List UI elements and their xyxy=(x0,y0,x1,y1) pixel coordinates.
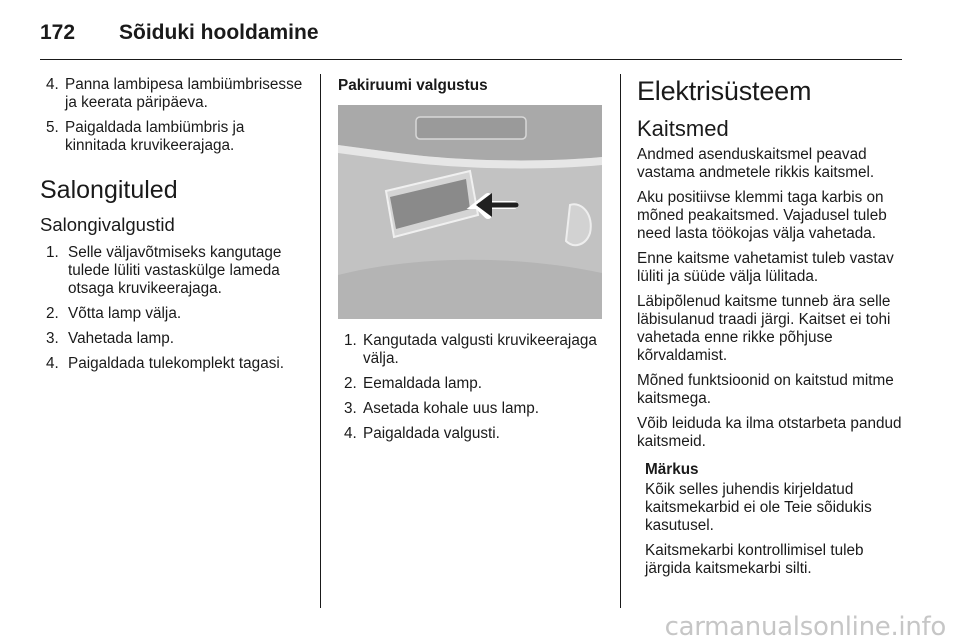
subsection-title-cabin-lights: Salongivalgustid xyxy=(40,214,175,235)
step-number: 4. xyxy=(46,355,59,372)
step-text: Asetada kohale uus lamp. xyxy=(363,400,540,417)
column-divider-2 xyxy=(620,74,621,608)
step-number: 4. xyxy=(46,76,59,93)
paragraph: Mõned funktsioonid on kaitstud mitme kaitsmega. xyxy=(637,372,894,407)
step-number: 1. xyxy=(344,332,357,349)
step-text: Vahetada lamp. xyxy=(68,330,175,347)
step-number: 1. xyxy=(46,244,59,261)
step-number: 2. xyxy=(344,375,357,392)
page-number: 172 xyxy=(40,21,76,44)
paragraph: Aku positiivse klemmi taga karbis on mõned peakaitsmed. Vajadusel tuleb need lasta töökojas välja vahetada. xyxy=(637,189,887,242)
step-text: Panna lambipesa lambiümbrisesse ja keerata päripäeva. xyxy=(65,76,303,111)
subsection-title-fuses: Kaitsmed xyxy=(637,116,729,141)
trim-latch xyxy=(416,117,526,139)
step-text: Kangutada valgusti kruvikeerajaga välja. xyxy=(363,332,597,367)
paragraph: Enne kaitsme vahetamist tuleb vastav lüliti ja süüde välja lülitada. xyxy=(637,250,894,285)
page-header xyxy=(40,18,902,48)
note-paragraph: Kõik selles juhendis kirjeldatud kaitsmekarbid ei ole Teie sõidukis kasutusel. xyxy=(645,481,872,534)
step-text: Selle väljavõtmiseks kangutage tulede lüliti vastaskülge lameda otsaga kruvikeerajaga. xyxy=(68,244,282,297)
list-item xyxy=(338,332,604,368)
note-box xyxy=(645,461,903,578)
step-text: Eemaldada lamp. xyxy=(363,375,483,392)
step-text: Paigaldada lambiümbris ja kinnitada kruvikeerajaga. xyxy=(65,119,245,154)
step-number: 4. xyxy=(344,425,357,442)
indent-block xyxy=(40,244,306,373)
chapter-title-electrical: Elektrisüsteem xyxy=(637,76,812,106)
list-item xyxy=(43,355,306,373)
page-title: Sõiduki hooldamine xyxy=(119,21,319,44)
list-item xyxy=(338,400,604,418)
list-item xyxy=(40,119,306,155)
paragraph: Andmed asenduskaitsmel peavad vastama andmetele rikkis kaitsmel. xyxy=(637,146,875,181)
column-left xyxy=(40,76,306,380)
figure-section-title: Pakiruumi valgustus xyxy=(338,77,488,94)
watermark: carmanualsonline.info xyxy=(664,612,946,642)
column-right xyxy=(637,76,903,585)
paragraph: Võib leiduda ka ilma otstarbeta pandud kaitsmeid. xyxy=(637,415,902,450)
list-item xyxy=(338,375,604,393)
list-item xyxy=(43,244,306,298)
column-middle xyxy=(338,76,604,450)
header-rule xyxy=(40,59,902,60)
step-list-trunk-light xyxy=(338,332,604,443)
paragraph: Läbipõlenud kaitsme tunneb ära selle läbisulanud traadi järgi. Kaitset ei tohi vahetada enne rikke põhjuse kõrvaldamist. xyxy=(637,293,891,364)
step-text: Paigaldada valgusti. xyxy=(363,425,500,442)
list-item xyxy=(43,330,306,348)
step-list-lamp-install xyxy=(40,76,306,155)
list-item xyxy=(338,425,604,443)
step-number: 3. xyxy=(344,400,357,417)
note-paragraph: Kaitsmekarbi kontrollimisel tuleb järgida kaitsmekarbi silti. xyxy=(645,542,864,577)
note-label: Märkus xyxy=(645,461,699,478)
step-number: 3. xyxy=(46,330,59,347)
section-title-interior-lights: Salongituled xyxy=(40,176,178,204)
column-divider-1 xyxy=(320,74,321,608)
step-text: Võtta lamp välja. xyxy=(68,305,182,322)
list-item xyxy=(40,76,306,112)
step-number: 2. xyxy=(46,305,59,322)
trunk-light-illustration xyxy=(338,105,602,319)
list-item xyxy=(43,305,306,323)
trim-panel-bottom xyxy=(338,260,602,319)
step-number: 5. xyxy=(46,119,59,136)
step-text: Paigaldada tulekomplekt tagasi. xyxy=(68,355,284,372)
step-list-cabin-lights xyxy=(40,244,306,373)
